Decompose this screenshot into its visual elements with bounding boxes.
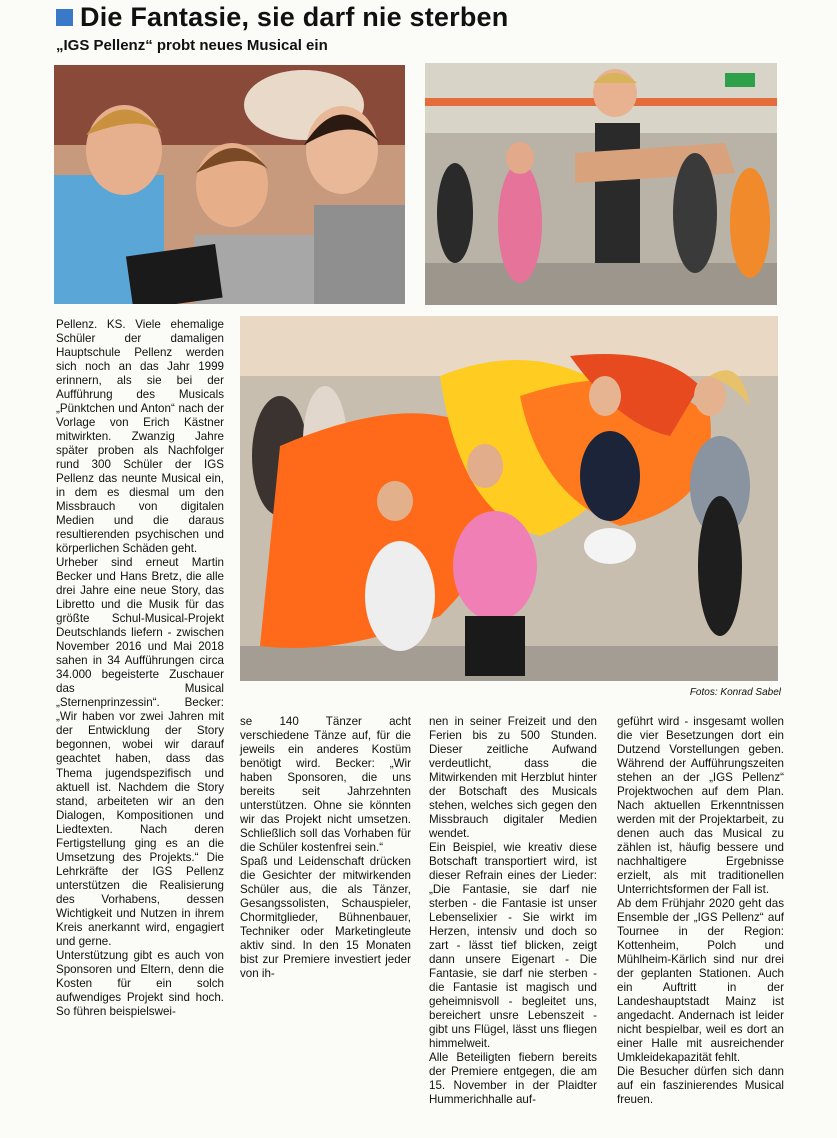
column-4-paragraph: geführt wird - insgesamt wollen die vier Besetzungen dort ein Dutzend Vorstellungen geben. Während der Aufführungszeiten stehen an der „IGS Pellenz“ Projektwochen auf dem Plan. Nach aktuellen Erkenntnissen werden mit der Projektarbeit, zu denen auch das Musical zu zählen ist, häufig bessere und nachhaltigere Ergebnisse erzielt, als mit traditionellen Unterrichtsformen der Fall ist. (617, 715, 784, 897)
column-3-paragraph: Alle Beteiligten fiebern bereits der Premiere entgegen, die am 15. November in der Plaidter Hummerichhalle auf- (429, 1051, 597, 1107)
photo-fan-dance-rehearsal (240, 316, 778, 681)
column-2-paragraph: Spaß und Leidenschaft drücken die Gesichter der mitwirkenden Schüler aus, die als Tänzer, Gesangssolisten, Schauspieler, Chormitglieder, Bühnenbauer, Techniker oder Marketingleute aktiv sind. In den 15 Monaten bist zur Premiere investiert jeder von ih- (240, 855, 411, 981)
photo-credit: Fotos: Konrad Sabel (689, 687, 781, 698)
article-column-2 (240, 715, 411, 981)
column-4-paragraph: Die Besucher dürfen sich dann auf ein faszinierendes Musical freuen. (617, 1065, 784, 1107)
photo-boys-reading-script (54, 65, 405, 304)
column-1-paragraph: Unterstützung gibt es auch von Sponsoren und Eltern, denn die Kosten für ein solch aufwendiges Projekt sind hoch. So führen beispielswei- (56, 948, 224, 1018)
column-2-paragraph: se 140 Tänzer acht verschiedene Tänze auf, für die jeweils ein anderes Kostüm benötigt wird. Becker: „Wir haben Sponsoren, die uns bereits seit Jahrzehnten unterstützen. Ohne sie könnten wir das Projekt nicht umsetzen. Schließlich soll das Vorhaben für die Schüler kostenfrei sein.“ (240, 715, 411, 855)
article-column-3 (429, 715, 597, 1107)
column-1-paragraph: Urheber sind erneut Martin Becker und Hans Bretz, die alle drei Jahre eine neue Story, das Libretto und die Musik für das größte Schul-Musical-Projekt Deutschlands liefern - zwischen November 2016 und Mai 2018 sahen in 34 Aufführungen circa 34.000 begeisterte Zuschauer das Musical „Sternenprinzessin“. Becker: „Wir haben vor zwei Jahren mit der Entwicklung der Story begonnen, wobei wir darauf geachtet haben, dass das Thema jugendspezifisch und aktuell ist. Nachdem die Story stand, arbeiteten wir an den Dialogen, Kompositionen und Liedtexten. Nach deren Fertigstellung ging es an die Umsetzung des Projekts.“ Die Lehrkräfte der IGS Pellenz unterstützen die Realisierung des Vorhabens, dessen Wichtigkeit und Nutzen in ihrem Kreis anerkannt wird, engagiert und gerne. (56, 556, 224, 948)
column-3-paragraph: nen in seiner Freizeit und den Ferien bis zu 500 Stunden. Dieser zeitliche Aufwand verdeutlicht, dass die Mitwirkenden mit Herzblut hinter der Botschaft des Musicals stehen, welches sich gegen den Missbrauch digitaler Medien wendet. (429, 715, 597, 841)
column-4-paragraph: Ab dem Frühjahr 2020 geht das Ensemble der „IGS Pellenz“ auf Tournee in der Region: Kottenheim, Polch und Mühlheim-Kärlich sind nur drei der geplanten Stationen. Auch ein Auftritt in der Landeshauptstadt Mainz ist angedacht. Andernach ist leider nicht bespielbar, weil es dort an einer Halle mit ausreichender Umkleidekapazität fehlt. (617, 897, 784, 1065)
article-column-1 (56, 318, 224, 1019)
column-1-paragraph: Pellenz. KS. Viele ehemalige Schüler der damaligen Hauptschule Pellenz werden sich noch an das Jahr 1999 erinnern, als sie bei der Aufführung des Musicals „Pünktchen und Anton“ nach der Vorlage von Erich Kästner mitwirkten. Zwanzig Jahre später proben als Nachfolger rund 300 Schüler der IGS Pellenz das neunte Musical ein, in dem es diesmal um den Missbrauch von digitalen Medien und die daraus resultierenden psychischen und körperlichen Schäden geht. (56, 318, 224, 556)
article-column-4 (617, 715, 784, 1107)
column-3-paragraph: Ein Beispiel, wie kreativ diese Botschaft transportiert wird, ist dieser Refrain eines der Lieder: „Die Fantasie, sie darf nie sterben - die Fantasie ist unser Lebenselixier - Sie wirkt im Herzen, intensiv und doch so zart - lässt tief blicken, zeigt dann unsere Eigenart - Die Fantasie, sie darf nie sterben - die Fantasie ist magisch und geheimnisvoll - begleitet uns, bereichert unsre Lebenszeit - gibt uns Flügel, lässt uns fliegen himmelweit. (429, 841, 597, 1051)
headline-marker-square (56, 9, 73, 26)
photo-dance-lift-rehearsal (425, 63, 777, 305)
article-headline: Die Fantasie, sie darf nie sterben (80, 2, 509, 32)
article-subheadline: „IGS Pellenz“ probt neues Musical ein (56, 37, 328, 54)
